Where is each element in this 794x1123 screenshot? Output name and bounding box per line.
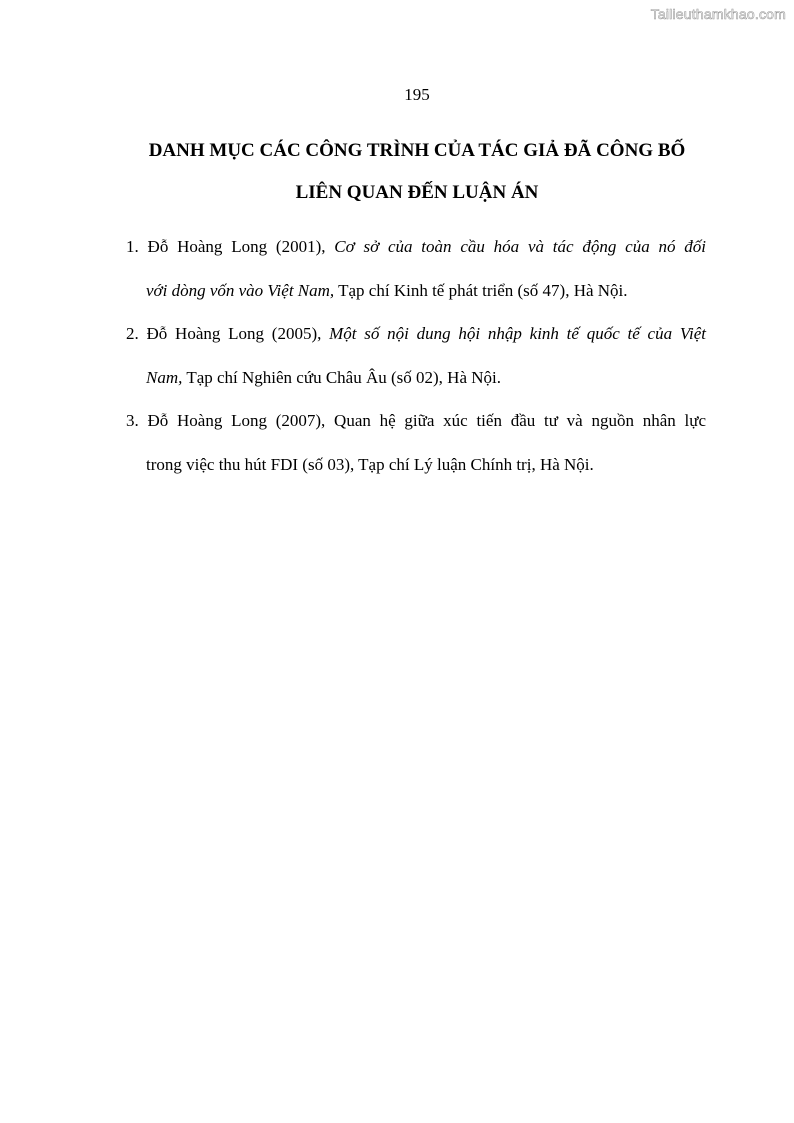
publication-title-continued: với dòng vốn vào Việt Nam, bbox=[146, 280, 335, 300]
publication-line bbox=[126, 312, 706, 356]
publication-line bbox=[126, 269, 706, 313]
publication-title-continued: Nam, bbox=[146, 367, 183, 387]
publication-list bbox=[126, 225, 706, 486]
publication-line: trong việc thu hút FDI (số 03), Tạp chí Lý luận Chính trị, Hà Nội. bbox=[146, 454, 594, 474]
title-line-1: DANH MỤC CÁC CÔNG TRÌNH CỦA TÁC GIẢ ĐÃ CÔNG BỐ bbox=[148, 140, 686, 161]
publication-title: Một số nội dung hội nhập kinh tế quốc tế của Việt bbox=[329, 324, 706, 343]
publication-source: Tạp chí Kinh tế phát triển (số 47), Hà Nội. bbox=[334, 280, 628, 300]
publication-author-year: 2. Đỗ Hoàng Long (2005), bbox=[126, 324, 330, 343]
publication-title: Cơ sở của toàn cầu hóa và tác động của nó đối bbox=[334, 237, 707, 256]
publication-line bbox=[126, 225, 706, 269]
publication-line bbox=[126, 356, 706, 400]
page-number: 195 bbox=[404, 85, 430, 104]
page-title bbox=[120, 130, 714, 214]
title-line-2: LIÊN QUAN ĐẾN LUẬN ÁN bbox=[295, 182, 539, 203]
watermark-text: Tailieuthamkhao.com bbox=[650, 6, 786, 22]
publication-item bbox=[126, 225, 706, 312]
publication-line: 3. Đỗ Hoàng Long (2007), Quan hệ giữa xúc tiến đầu tư và nguồn nhân lực bbox=[126, 411, 706, 430]
publication-item bbox=[126, 312, 706, 399]
publication-author-year: 1. Đỗ Hoàng Long (2001), bbox=[126, 237, 335, 256]
publication-source: Tạp chí Nghiên cứu Châu Âu (số 02), Hà Nội. bbox=[182, 367, 501, 387]
publication-item bbox=[126, 399, 706, 486]
